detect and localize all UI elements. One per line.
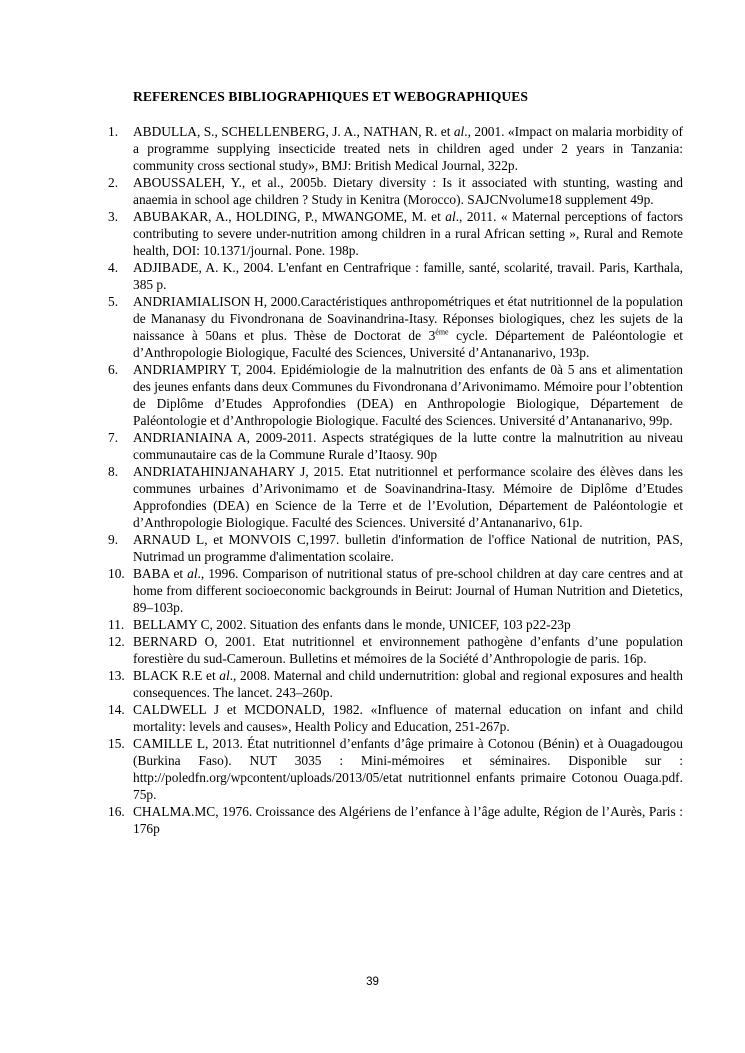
reference-number: 13. [108,668,125,683]
reference-text [133,175,683,207]
reference-text [133,634,683,666]
page-title: REFERENCES BIBLIOGRAPHIQUES ET WEBOGRAPHIQUES [133,89,528,104]
reference-item [108,463,683,531]
reference-text [133,702,683,734]
reference-text [133,294,683,360]
reference-item [108,208,683,259]
reference-text-segment: CHALMA.MC, 1976. Croissance des Algériens de l’enfance à l’âge adulte, Région de l’Aurès, Paris : 176p [133,804,683,836]
reference-list [108,123,683,837]
reference-item [108,429,683,463]
reference-number: 6. [108,362,119,377]
reference-text-segment: BERNARD O, 2001. Etat nutritionnel et environnement pathogène d’enfants d’une population forestière du sud-Cameroun. Bulletins et mémoires de la Société d’Anthropologie de paris. 16p. [133,634,683,666]
reference-number: 14. [108,702,125,717]
page-number: 39 [366,976,379,988]
reference-text-segment: ADJIBADE, A. K., 2004. L'enfant en Centrafrique : famille, santé, scolarité, travail. Paris, Karthala, 385 p. [133,260,683,292]
reference-italic-text: al [187,566,198,581]
reference-number: 7. [108,430,119,445]
reference-number: 2. [108,175,119,190]
reference-text-segment: CAMILLE L, 2013. État nutritionnel d’enfants d’âge primaire à Cotonou (Bénin) et à Ouagadougou (Burkina Faso). NUT 3035 : Mini-mémoires et séminaires. Disponible sur : http://poledfn.org/wpcontent/uploads/2013/05/etat nutritionnel enfants primaire Cotonou Ouaga.pdf. 75p. [133,736,683,802]
reference-text [133,804,683,836]
reference-text-segment: BABA et [133,566,188,581]
reference-item [108,633,683,667]
reference-italic-text: al [445,209,456,224]
reference-item [108,293,683,361]
reference-superscript: éme [435,327,449,337]
reference-text-segment: CALDWELL J et MCDONALD, 1982. «Influence of maternal education on infant and child mortality: levels and causes», Health Policy and Education, 251-267p. [133,702,683,734]
reference-number: 11. [108,617,125,632]
reference-text-segment: BLACK R.E et [133,668,220,683]
reference-number: 15. [108,736,125,751]
reference-text-segment: cycle. Département de Paléontologie et d’Anthropologie Biologique, Faculté des Sciences, Université d’Antananarivo, 193p. [133,328,683,360]
reference-item [108,174,683,208]
reference-number: 8. [108,464,119,479]
reference-text-segment: ABUBAKAR, A., HOLDING, P., MWANGOME, M. et [133,209,446,224]
reference-text [133,209,683,258]
reference-text-segment: ABDULLA, S., SCHELLENBERG, J. A., NATHAN, R. et [133,124,454,139]
reference-text [133,260,683,292]
reference-item [108,701,683,735]
reference-item [108,803,683,837]
reference-text-segment: ., 2011. « Maternal perceptions of factors contributing to severe under-nutrition among children in a rural African setting », Rural and Remote health, DOI: 10.1371/journal. Pone. 198p. [133,209,683,258]
reference-text [133,532,683,564]
reference-number: 10. [108,566,125,581]
reference-text-segment: ANDRIAMPIRY T, 2004. Epidémiologie de la malnutrition des enfants de 0à 5 ans et alimentation des jeunes enfants dans deux Communes du Fivondronana d’Arivonimamo. Mémoire pour l’obtention de Diplôme d’Etudes Approfondies (DEA) en Anthropologie Biologique, Département de Paléontologie et d’Anthropologie Biologique. Faculté des Sciences. Université d’Antananarivo, 99p. [133,362,683,428]
reference-text-segment: ., 1996. Comparison of nutritional status of pre-school children at day care centres and at home from different socioeconomic backgrounds in Beirut: Journal of Human Nutrition and Dietetics, 89–103p. [133,566,683,615]
reference-italic-text: al [453,124,465,139]
reference-text-segment: ANDRIAMIALISON H, 2000.Caractéristiques anthropométriques et état nutritionnel de la population de Mananasy du Fivondronana de Soavinandrina-Itasy. Réponses biologiques, chez les sujets de la naissance à 50ans et plus. Thèse de Doctorat de 3 [133,294,683,343]
reference-number: 4. [108,260,119,275]
reference-text-segment: ARNAUD L, et MONVOIS C,1997. bulletin d'information de l'office National de nutrition, PAS, Nutrimad un programme d'alimentation scolaire. [133,532,683,564]
reference-number: 16. [108,804,125,819]
reference-text [133,124,683,173]
reference-item [108,123,683,174]
reference-italic-text: al [219,668,230,683]
reference-item [108,616,683,633]
reference-text-segment: ., 2008. Maternal and child undernutrition: global and regional exposures and health consequences. The lancet. 243–260p. [133,668,683,700]
reference-text [133,617,571,632]
reference-text-segment: BELLAMY C, 2002. Situation des enfants dans le monde, UNICEF, 103 p22-23p [133,617,571,632]
reference-text [133,362,683,428]
reference-text [133,668,683,700]
reference-number: 5. [108,294,119,309]
reference-number: 1. [108,124,119,139]
reference-text [133,464,683,530]
reference-text [133,736,683,802]
reference-number: 12. [108,634,125,649]
reference-item [108,531,683,565]
reference-number: 3. [108,209,119,224]
reference-text-segment: ANDRIANIAINA A, 2009-2011. Aspects stratégiques de la lutte contre la malnutrition au niveau communautaire cas de la Commune Rurale d’Itaosy. 90p [133,430,683,462]
reference-item [108,735,683,803]
reference-text-segment: ABOUSSALEH, Y., et al., 2005b. Dietary diversity : Is it associated with stunting, wasting and anaemia in school age children ? Study in Kenitra (Morocco). SAJCNvolume18 supplement 49p. [133,175,683,207]
reference-number: 9. [108,532,119,547]
reference-item [108,565,683,616]
reference-text [133,566,683,615]
reference-text-segment: ., 2001. «Impact on malaria morbidity of a programme supplying insecticide treated nets in children aged under 2 years in Tanzania: community cross sectional study», BMJ: British Medical Journal, 322p. [133,124,683,173]
reference-text [133,430,683,462]
reference-item [108,667,683,701]
reference-item [108,361,683,429]
reference-text-segment: ANDRIATAHINJANAHARY J, 2015. Etat nutritionnel et performance scolaire des élèves dans les communes urbaines d’Arivonimamo et de Soavinandrina-Itasy. Mémoire de Diplôme d’Etudes Approfondies (DEA) en Science de la Terre et de l’Evolution, Département de Paléontologie et d’Anthropologie Biologique. Faculté des Sciences. Université d’Antananarivo, 61p. [133,464,683,530]
reference-item [108,259,683,293]
